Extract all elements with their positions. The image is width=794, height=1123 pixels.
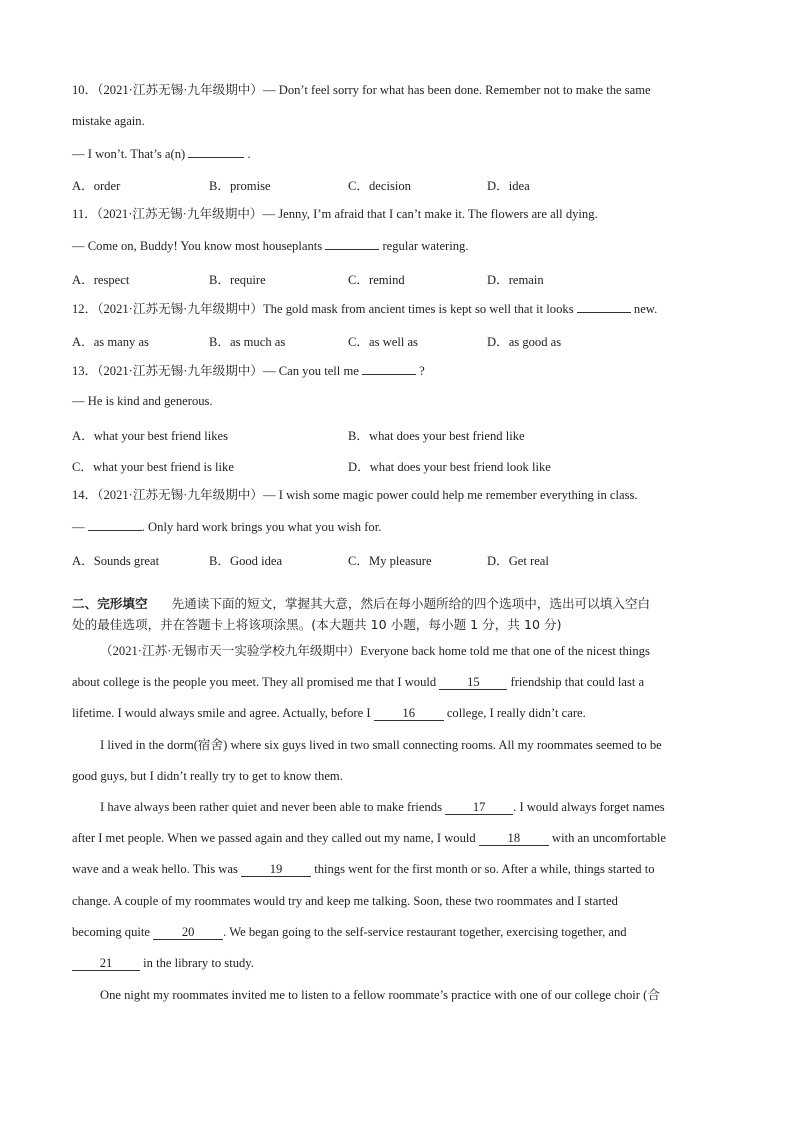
passage-p1-line1: （2021·江苏·无锡市天一实验学校九年级期中）Everyone back home told me that one of the nicest things <box>100 644 650 658</box>
cloze-blank-21: 21 <box>72 956 140 971</box>
q14-option-d[interactable]: D．Get real <box>487 554 549 568</box>
answer-blank <box>88 518 142 531</box>
passage-p2-line1: I lived in the dorm(宿舍) where six guys lived in two small connecting rooms. All my roommates seemed to be <box>100 738 662 752</box>
q13-option-a[interactable]: A．what your best friend likes <box>72 429 228 443</box>
q10-option-a[interactable]: A．order <box>72 179 121 193</box>
passage-p4-line1: One night my roommates invited me to listen to a fellow roommate’s practice with one of our college choir (合 <box>100 988 660 1002</box>
cloze-blank-18: 18 <box>479 831 549 846</box>
section-title: 二、完形填空 <box>72 596 148 611</box>
q13-option-b[interactable]: B．what does your best friend like <box>348 429 525 443</box>
q14-option-c[interactable]: C．My pleasure <box>348 554 432 568</box>
q14-stem-line1: 14．（2021·江苏无锡·九年级期中）— I wish some magic power could help me remember everything in class. <box>72 488 638 502</box>
section-instructions-2: 处的最佳选项，并在答题卡上将该项涂黑。(本大题共 10 小题，每小题 1 分，共 10 分) <box>72 617 562 632</box>
cloze-blank-17: 17 <box>445 800 513 815</box>
passage-p1-line2: about college is the people you meet. They all promised me that I would 15 friendship that could last a <box>72 675 645 689</box>
q14-option-b[interactable]: B．Good idea <box>209 554 283 568</box>
answer-blank <box>362 362 416 375</box>
q13-stem: 13．（2021·江苏无锡·九年级期中）— Can you tell me ? <box>72 364 425 378</box>
cloze-blank-20: 20 <box>153 925 223 940</box>
q13-option-d[interactable]: D．what does your best friend look like <box>348 460 551 474</box>
q13-option-c[interactable]: C．what your best friend is like <box>72 460 234 474</box>
q10-stem-line1: 10．（2021·江苏无锡·九年级期中）— Don’t feel sorry for what has been done. Remember not to make the same <box>72 83 651 97</box>
q12-option-a[interactable]: A．as many as <box>72 335 149 349</box>
passage-p3-line2: after I met people. When we passed again and they called out my name, I would 18 with an uncomfortable <box>72 831 667 845</box>
passage-p2-line2: good guys, but I didn’t really try to get to know them. <box>72 769 343 783</box>
q14-stem-line2: — . Only hard work brings you what you wish for. <box>72 520 382 534</box>
q10-option-d[interactable]: D．idea <box>487 179 530 193</box>
cloze-blank-16: 16 <box>374 706 444 721</box>
section-instructions-1: 先通读下面的短文，掌握其大意，然后在每小题所给的四个选项中，选出可以填入空白 <box>171 596 651 611</box>
q10-option-b[interactable]: B．promise <box>209 179 271 193</box>
cloze-blank-19: 19 <box>241 862 311 877</box>
q12-stem: 12．（2021·江苏无锡·九年级期中）The gold mask from ancient times is kept so well that it looks new. <box>72 302 658 316</box>
passage-p3-line6: 21 in the library to study. <box>72 955 722 971</box>
q11-option-a[interactable]: A．respect <box>72 273 130 287</box>
q14-option-a[interactable]: A．Sounds great <box>72 554 160 568</box>
passage-p3-line1: I have always been rather quiet and never been able to make friends 17 . I would always forget names <box>100 800 665 814</box>
q12-option-c[interactable]: C．as well as <box>348 335 418 349</box>
cloze-blank-15: 15 <box>439 675 507 690</box>
passage-p3-line3: wave and a weak hello. This was 19 things went for the first month or so. After a while, things started to <box>72 862 655 876</box>
passage-p1-line3: lifetime. I would always smile and agree. Actually, before I 16 college, I really didn’t care. <box>72 706 586 720</box>
passage-p3-line4: change. A couple of my roommates would try and keep me talking. Soon, these two roommates and I started <box>72 894 618 908</box>
q10-stem-line2: mistake again. <box>72 114 145 128</box>
q11-option-d[interactable]: D．remain <box>487 273 544 287</box>
answer-blank <box>325 237 379 250</box>
answer-blank <box>188 145 244 158</box>
passage-p3-line5: becoming quite 20 . We began going to the self-service restaurant together, exercising together, and <box>72 925 627 939</box>
q10-stem-line3: — I won’t. That’s a(n) . <box>72 147 251 161</box>
section-heading <box>72 596 722 612</box>
q12-option-b[interactable]: B．as much as <box>209 335 286 349</box>
q13-response: — He is kind and generous. <box>72 394 213 408</box>
q11-option-c[interactable]: C．remind <box>348 273 405 287</box>
q10-option-c[interactable]: C．decision <box>348 179 411 193</box>
q11-stem-line1: 11．（2021·江苏无锡·九年级期中）— Jenny, I’m afraid that I can’t make it. The flowers are all dying. <box>72 207 598 221</box>
q12-option-d[interactable]: D．as good as <box>487 335 562 349</box>
q11-stem-line2: — Come on, Buddy! You know most houseplants regular watering. <box>72 239 469 253</box>
answer-blank <box>577 300 631 313</box>
q11-option-b[interactable]: B．require <box>209 273 266 287</box>
